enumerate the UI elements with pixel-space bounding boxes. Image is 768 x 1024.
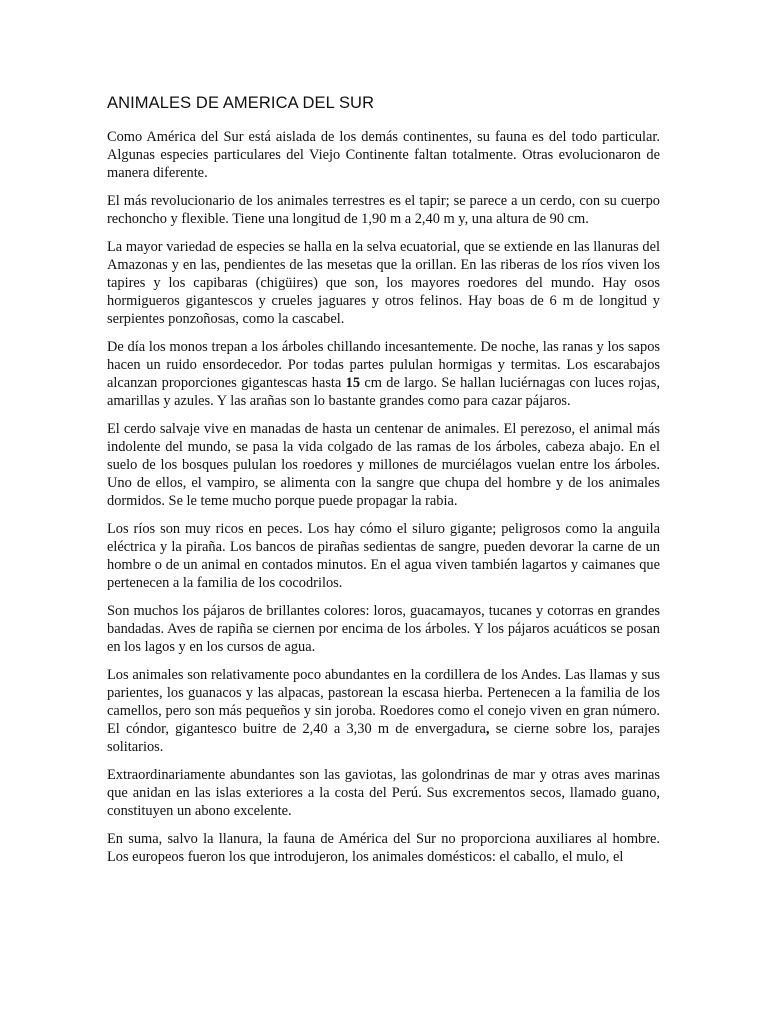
paragraph-gaviotas: Extraordinariamente abundantes son las gaviotas, las golondrinas de mar y otras aves marinas que anidan en las islas exteriores a la costa del Perú. Sus excrementos secos, llamado guano, constituyen un abono excelente. bbox=[107, 767, 660, 819]
paragraph-text: se cierne sobre los, parajes solitarios. bbox=[107, 721, 660, 755]
paragraph-intro: Como América del Sur está aislada de los demás continentes, su fauna es del todo particular. Algunas especies particulares del Viejo Continente faltan totalmente. Otras evolucionaron de manera diferente. bbox=[107, 129, 660, 181]
paragraph-suma: En suma, salvo la llanura, la fauna de América del Sur no proporciona auxiliares al hombre. Los europeos fueron los que introdujeron, los animales domésticos: el caballo, el mulo, el bbox=[107, 831, 660, 865]
paragraph-andes bbox=[107, 666, 660, 756]
bold-number: 15 bbox=[345, 375, 361, 391]
paragraph-pajaros: Son muchos los pájaros de brillantes colores: loros, guacamayos, tucanes y cotorras en grandes bandadas. Aves de rapiña se ciernen por encima de los árboles. Y los pájaros acuáticos se posan en los lagos y en los cursos de agua. bbox=[107, 603, 660, 655]
paragraph-text: cm de largo. Se hallan luciérnagas con luces rojas, amarillas y azules. Y las arañas son lo bastante grandes como para cazar pájaros. bbox=[107, 375, 660, 409]
paragraph-text: Los animales son relativamente poco abundantes en la cordillera de los Andes. Las llamas y sus parientes, los guanacos y las alpacas, pastorean la escasa hierba. Pertenecen a la familia de los camellos, pero son más pequeños y sin joroba. Roedores como el conejo viven en gran número. El cóndor, gigantesco buitre de 2,40 a 3,30 m de envergadura bbox=[107, 667, 660, 737]
bold-comma: , bbox=[485, 721, 490, 737]
paragraph-cerdo: El cerdo salvaje vive en manadas de hasta un centenar de animales. El perezoso, el animal más indolente del mundo, se pasa la vida colgado de las ramas de los árboles, cabeza abajo. En el suelo de los bosques pululan los roedores y millones de murciélagos vuelan entre los árboles. Uno de ellos, el vampiro, se alimenta con la sangre que chupa del hombre y de los animales dormidos. Se le teme mucho porque puede propagar la rabia. bbox=[107, 421, 660, 509]
paragraph-monos bbox=[107, 338, 660, 410]
document-title: ANIMALES DE AMERICA DEL SUR bbox=[107, 94, 375, 112]
paragraph-text: De día los monos trepan a los árboles chillando incesantemente. De noche, las ranas y los sapos hacen un ruido ensordecedor. Por todas partes pululan hormigas y termitas. Los escarabajos alcanzan proporciones gigantescas hasta bbox=[107, 339, 660, 391]
paragraph-tapir: El más revolucionario de los animales terrestres es el tapir; se parece a un cerdo, con su cuerpo rechoncho y flexible. Tiene una longitud de 1,90 m a 2,40 m y, una altura de 90 cm. bbox=[107, 193, 660, 227]
document-body bbox=[107, 93, 660, 876]
paragraph-rios: Los ríos son muy ricos en peces. Los hay cómo el siluro gigante; peligrosos como la anguila eléctrica y la piraña. Los bancos de pirañas sedientas de sangre, pueden devorar la carne de un hombre o de un animal en contados minutos. En el agua viven también lagartos y caimanes que pertenecen a la familia de los cocodrilos. bbox=[107, 521, 660, 591]
paragraph-selva: La mayor variedad de especies se halla en la selva ecuatorial, que se extiende en las llanuras del Amazonas y en las, pendientes de las mesetas que la orillan. En las riberas de los ríos viven los tapires y los capibaras (chigüires) que son, los mayores roedores del mundo. Hay osos hormigueros gigantescos y crueles jaguares y otros felinos. Hay boas de 6 m de longitud y serpientes ponzoñosas, como la cascabel. bbox=[107, 239, 660, 327]
